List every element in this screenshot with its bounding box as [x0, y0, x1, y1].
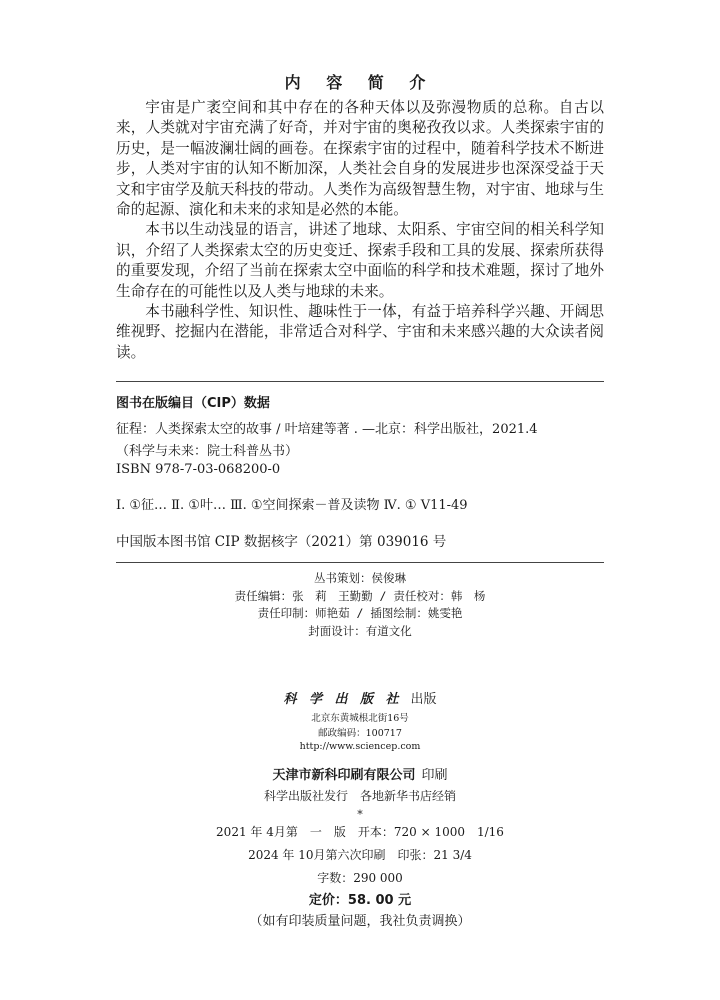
cip-bottom-divider	[116, 562, 604, 563]
price: 定价：58. 00 元	[308, 893, 412, 908]
publisher-suffix: 出版	[410, 692, 437, 707]
quality-notice: （如有印装质量问题，我社负责调换）	[249, 914, 471, 929]
cip-top-divider	[116, 381, 604, 382]
cip-isbn: ISBN 978-7-03-068200-0	[116, 462, 281, 477]
publisher-logo-text: 科 学 出 版 社	[283, 692, 403, 707]
cip-check-number: 中国版本图书馆 CIP 数据核字（2021）第 039016 号	[116, 534, 447, 550]
intro-paragraph: 本书以生动浅显的语言，讲述了地球、太阳系、宇宙空间的相关科学知识，介绍了人类探索太空的历史变迁、探索手段和工具的发展、探索所获得的重要发现，介绍了当前在探索太空中面临的科学和技术难题，探讨了地外生命存在的可能性以及人类与地球的未来。	[116, 221, 604, 300]
distribution-line: 科学出版社发行 各地新华书店经销	[263, 789, 456, 803]
postal-code: 邮政编码：100717	[318, 728, 402, 739]
word-count: 字数：290 000	[317, 871, 403, 885]
edition-line: 2021 年 4月第 一 版 开本：720 × 1000 1/16	[216, 825, 504, 839]
printer-line	[0, 764, 720, 783]
credit-series-planning: 丛书策划：侯俊琳	[314, 571, 406, 585]
printing-line: 2024 年 10月第六次印刷 印张：21 3/4	[248, 848, 472, 862]
credit-cover-design: 封面设计：有道文化	[308, 624, 412, 638]
publisher-address: 北京东黄城根北街16号	[311, 713, 409, 724]
separator-star: *	[357, 808, 363, 821]
cip-series: （科学与未来：院士科普丛书）	[116, 444, 299, 459]
publisher-website: http://www.sciencep.com	[299, 741, 421, 752]
intro-body	[116, 98, 604, 363]
printer-suffix: 印刷	[421, 768, 448, 783]
intro-paragraph: 本书融科学性、知识性、趣味性于一体，有益于培养科学兴趣、开阔思维视野、挖掘内在潜能，非常适合对科学、宇宙和未来感兴趣的大众读者阅读。	[116, 303, 604, 361]
cip-heading: 图书在版编目（CIP）数据	[116, 396, 270, 411]
credit-editors: 责任编辑：张 莉 王勤勤 / 责任校对：韩 杨	[234, 589, 486, 603]
publisher-line	[0, 688, 720, 707]
credit-printing-illustration: 责任印制：师艳茹 / 插图绘制：姚雯艳	[257, 606, 463, 620]
cip-classification: Ⅰ. ①征… Ⅱ. ①叶… Ⅲ. ①空间探索－普及读物 Ⅳ. ① V11-49	[116, 498, 468, 513]
cip-entry: 征程：人类探索太空的故事 / 叶培建等著 . —北京：科学出版社，2021.4	[116, 422, 538, 437]
intro-paragraph: 宇宙是广袤空间和其中存在的各种天体以及弥漫物质的总称。自古以来，人类就对宇宙充满了好奇，并对宇宙的奥秘孜孜以求。人类探索宇宙的历史，是一幅波澜壮阔的画卷。在探索宇宙的过程中，随着科学技术不断进步，人类对宇宙的认知不断加深，人类社会自身的发展进步也深深受益于天文和宇宙学及航天科技的带动。人类作为高级智慧生物，对宇宙、地球与生命的起源、演化和未来的求知是必然的本能。	[116, 99, 604, 219]
printer-name: 天津市新科印刷有限公司	[272, 768, 416, 783]
intro-title: 内 容 简 介	[284, 73, 436, 92]
